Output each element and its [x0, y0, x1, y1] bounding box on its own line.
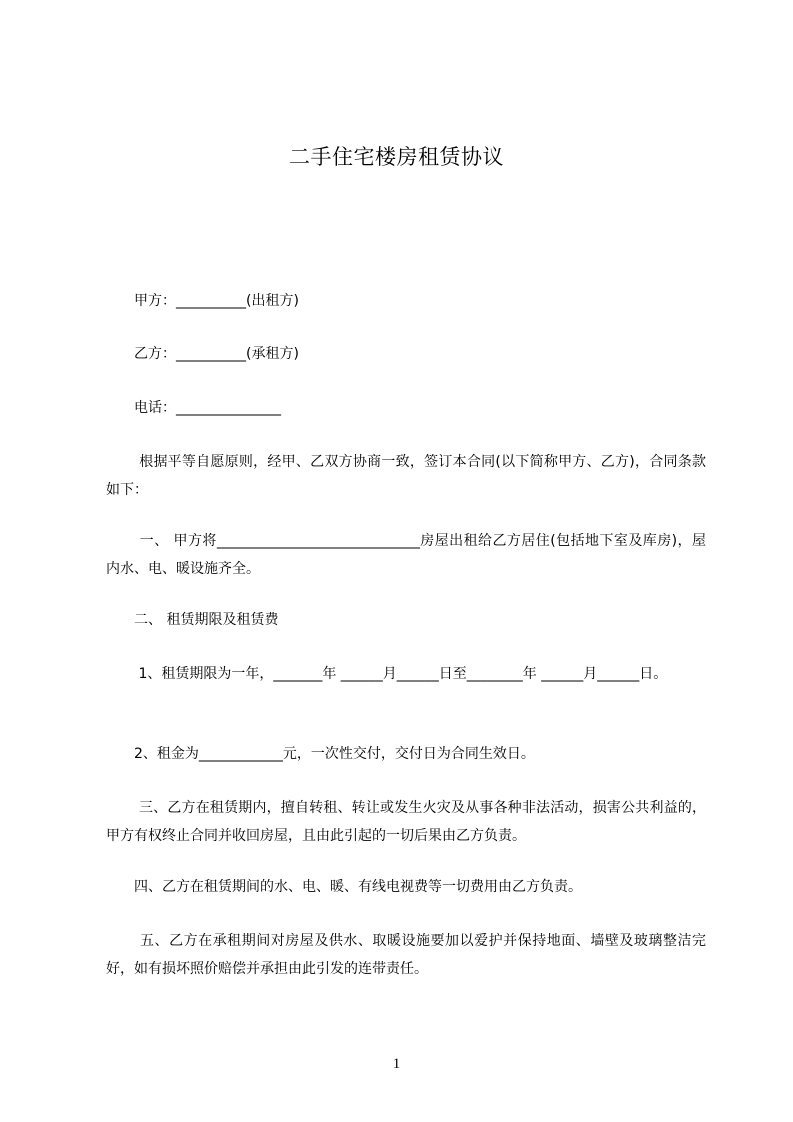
clause-4-line: 四、乙方在租赁期间的水、电、暖、有线电视费等一切费用由乙方负责。	[106, 879, 582, 895]
clause-3-paragraph: 三、乙方在租赁期内，擅自转租、转让或发生火灾及从事各种非法活动，损害公共利益的，甲方有权终止合同并收回房屋，且由此引起的一切后果由乙方负责。	[106, 800, 706, 844]
page-number: 1	[392, 1056, 401, 1072]
clause-2-term-paragraph: 1、租赁期限为一年，_______年 ______月______日至________年 ______月______日。	[106, 666, 668, 682]
phone-line: 电话：_______________	[106, 400, 281, 416]
intro-paragraph: 根据平等自愿原则，经甲、乙双方协商一致，签订本合同(以下简称甲方、乙方)，合同条款如下：	[106, 454, 706, 498]
clause-2-heading: 二、 租赁期限及租赁费	[106, 612, 279, 628]
party-a-line: 甲方：__________(出租方)	[106, 293, 299, 309]
document-title: 二手住宅楼房租赁协议	[289, 145, 504, 169]
clause-5-paragraph: 五、乙方在承租期间对房屋及供水、取暖设施要加以爱护并保持地面、墙壁及玻璃整洁完好，如有损坏照价赔偿并承担由此引发的连带责任。	[106, 933, 706, 977]
party-b-line: 乙方：__________(承租方)	[106, 346, 299, 362]
clause-1-paragraph: 一、 甲方将_____________________________房屋出租给乙方居住(包括地下室及库房)，屋内水、电、暖设施齐全。	[106, 533, 706, 577]
clause-2-rent-line: 2、租金为____________元，一次性交付，交付日为合同生效日。	[106, 746, 535, 762]
